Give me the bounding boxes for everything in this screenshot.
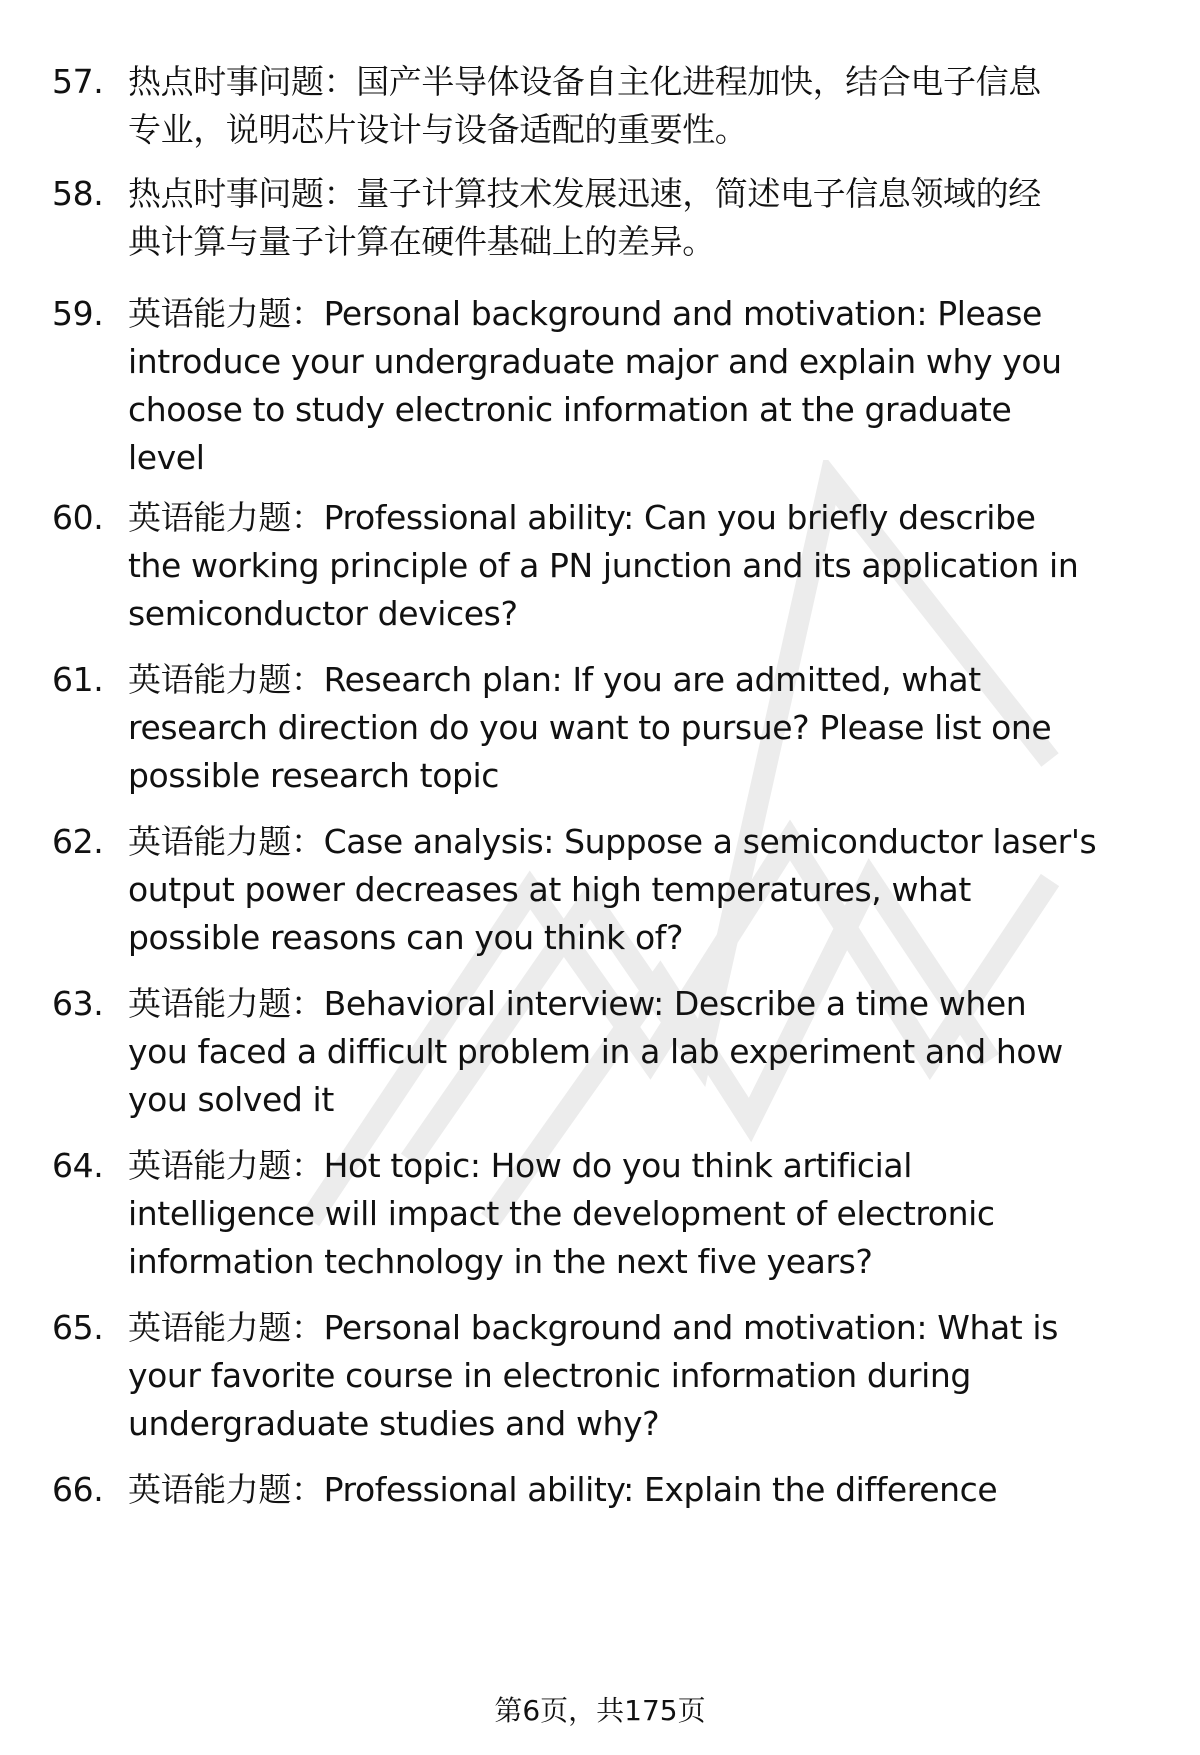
question-text-line: information technology in the next five years?	[128, 1242, 873, 1281]
question-number: 58.	[52, 174, 104, 213]
question-text-line: 专业，说明芯片设计与设备适配的重要性。	[128, 110, 748, 149]
question-number: 66.	[52, 1470, 104, 1509]
question-number: 57.	[52, 62, 104, 101]
question-text-line: you faced a difficult problem in a lab experiment and how	[128, 1032, 1063, 1071]
question-text-line: 英语能力题：Hot topic: How do you think artificial	[128, 1146, 912, 1185]
question-text-line: possible reasons can you think of?	[128, 918, 684, 957]
question-text-line: 英语能力题：Case analysis: Suppose a semiconductor laser's	[128, 822, 1097, 861]
question-text-line: intelligence will impact the development of electronic	[128, 1194, 995, 1233]
question-text-line: your favorite course in electronic information during	[128, 1356, 971, 1395]
question-text-line: 热点时事问题：国产半导体设备自主化进程加快，结合电子信息	[128, 62, 1041, 101]
question-number: 59.	[52, 294, 104, 333]
question-number: 64.	[52, 1146, 104, 1185]
question-number: 62.	[52, 822, 104, 861]
question-text-line: 英语能力题：Professional ability: Can you briefly describe	[128, 498, 1036, 537]
question-text-line: 英语能力题：Professional ability: Explain the difference	[128, 1470, 998, 1509]
question-text-line: undergraduate studies and why?	[128, 1404, 660, 1443]
question-text-line: semiconductor devices?	[128, 594, 518, 633]
question-text-line: 英语能力题：Behavioral interview: Describe a time when	[128, 984, 1027, 1023]
question-text-line: you solved it	[128, 1080, 334, 1119]
question-number: 63.	[52, 984, 104, 1023]
page-number-footer: 第6页，共175页	[494, 1694, 706, 1727]
question-text-line: output power decreases at high temperatures, what	[128, 870, 971, 909]
question-text-line: the working principle of a PN junction and its application in	[128, 546, 1079, 585]
question-text-line: 典计算与量子计算在硬件基础上的差异。	[128, 222, 715, 261]
question-text-line: level	[128, 438, 205, 477]
question-number: 61.	[52, 660, 104, 699]
question-text-line: 热点时事问题：量子计算技术发展迅速，简述电子信息领域的经	[128, 174, 1041, 213]
question-text-line: 英语能力题：Personal background and motivation: Please	[128, 294, 1042, 333]
question-number: 60.	[52, 498, 104, 537]
question-text-line: choose to study electronic information at the graduate	[128, 390, 1012, 429]
question-text-line: possible research topic	[128, 756, 500, 795]
question-text-line: 英语能力题：Personal background and motivation: What is	[128, 1308, 1058, 1347]
question-text-line: introduce your undergraduate major and explain why you	[128, 342, 1062, 381]
question-text-line: research direction do you want to pursue? Please list one	[128, 708, 1052, 747]
question-text-line: 英语能力题：Research plan: If you are admitted, what	[128, 660, 981, 699]
question-number: 65.	[52, 1308, 104, 1347]
